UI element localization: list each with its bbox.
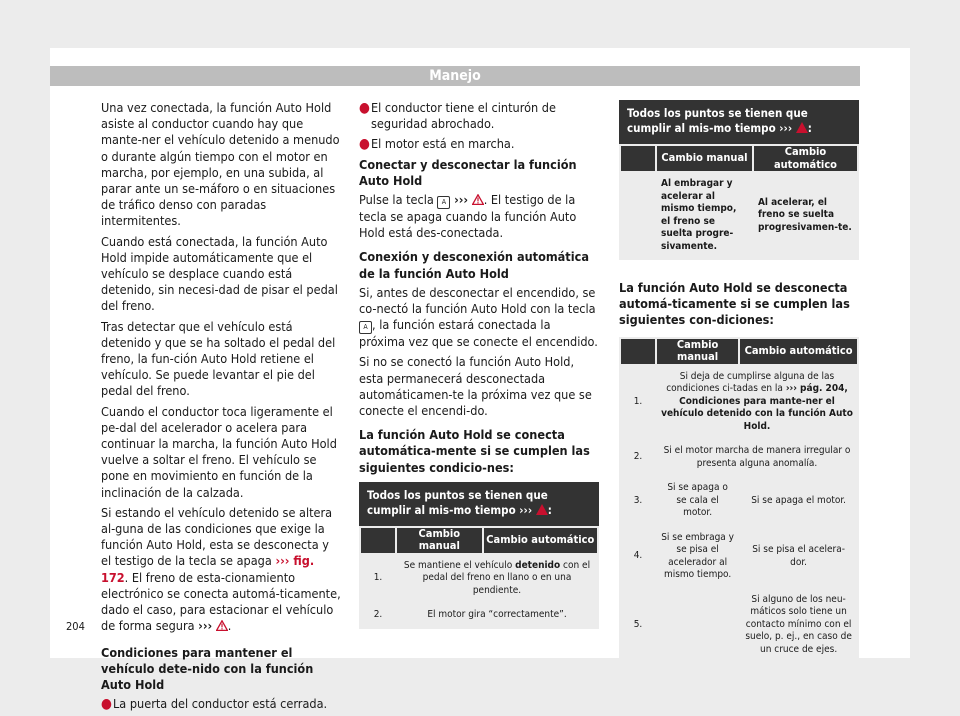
auto-hold-key-icon: A	[437, 196, 450, 209]
bullet-icon: ●	[101, 696, 112, 713]
table	[619, 337, 859, 664]
table-row: Al embragar y acelerar al mismo tiempo, el freno se suelta progre-sivamente. Al acelerar, el freno se suelta progresivamen-te.	[621, 173, 857, 258]
paragraph: Una vez conectada, la función Auto Hold asiste al conductor cuando hay que mante-ner el vehículo detenido a menudo o durante algún tiempo con el motor en marcha, por ejemplo, en una subida, al parar ante un se-máforo o en situaciones de tráfico denso con paradas intermitentes.	[101, 100, 340, 229]
bullet-icon: ●	[359, 100, 370, 116]
page-number: 204	[66, 620, 85, 633]
list-item: ● El conductor tiene el cinturón de seguridad abrochado.	[359, 100, 556, 132]
figure-link[interactable]: ››› fig. 172	[101, 553, 315, 585]
paragraph: Si estando el vehículo detenido se altera al-guna de las condiciones que exige la función Auto Hold, esta se desconecta y el testigo de la tecla se apaga ››› fig. 172. El freno de esta-cionamiento electrónico se conecta automá-ticamente, dado el caso, para estacionar el vehículo de forma segura ››› .	[101, 504, 341, 634]
warning-link-arrow[interactable]: ›››	[779, 121, 793, 135]
conditions-table	[359, 482, 599, 629]
list-item: ● La puerta del conductor está cerrada.	[101, 696, 328, 713]
table-row: 1. Si deja de cumplirse alguna de las condiciones ci-tadas en la ››› pág. 204, Condiciones para mante-ner el vehículo detenido con la función Auto Hold.	[621, 366, 857, 439]
column-2	[359, 100, 599, 629]
release-table	[619, 100, 859, 260]
paragraph: Cuando el conductor toca ligeramente el pe-dal del acelerador o acelera para continuar la marcha, la función Auto Hold vuelve a soltar el freno. El vehículo se pone en movimiento en función de la inclinación de la calzada.	[101, 403, 337, 500]
section-heading: La función Auto Hold se conecta automática-mente si se cumplen las siguientes condicio-nes:	[359, 427, 590, 475]
paragraph: Pulse la tecla A ››› . El testigo de la tecla se apaga cuando la función Auto Hold está des-conectada.	[359, 192, 577, 241]
list-item: ● El motor está en marcha.	[359, 136, 515, 153]
table	[359, 526, 599, 629]
warning-triangle-icon	[216, 620, 228, 631]
text: . El freno de esta-cionamiento electrónico se conecta automá-ticamente, dado el caso, para estacionar el vehículo de forma segura	[101, 569, 341, 634]
section-heading: Conectar y desconectar la función Auto Hold	[359, 156, 577, 188]
table-header: Cambio manual	[657, 146, 752, 171]
page-header: Manejo	[50, 66, 860, 86]
section-heading: La función Auto Hold se desconecta automá-ticamente si se cumplen las siguientes con-diciones:	[619, 280, 850, 328]
warning-link-arrow[interactable]: ›››	[198, 618, 213, 634]
section-heading: Condiciones para mantener el vehículo dete-nido con la función Auto Hold	[101, 644, 314, 692]
warning-triangle-icon	[472, 194, 484, 205]
table-header-blank	[621, 339, 655, 364]
table-header-blank	[621, 146, 655, 171]
table-header: Cambio automático	[484, 528, 597, 553]
table-row: 2. Si el motor marcha de manera irregular o presenta alguna anomalía.	[621, 440, 857, 475]
table-title: Todos los puntos se tienen que cumplir al mis-mo tiempo ››› :	[359, 482, 599, 526]
table-header: Cambio automático	[740, 339, 857, 364]
table-header: Cambio manual	[397, 528, 482, 553]
table-title: Todos los puntos se tienen que cumplir al mis-mo tiempo ››› :	[619, 100, 859, 144]
paragraph: Cuando está conectada, la función Auto Hold impide automáticamente que el vehículo se desplace cuando está detenido, sin necesi-dad de pisar el pedal del freno.	[101, 233, 338, 314]
table-header-blank	[361, 528, 395, 553]
text: Si estando el vehículo detenido se altera al-guna de las condiciones que exige la función Auto Hold, esta se desconecta y el testigo de la tecla se apaga	[101, 504, 333, 569]
table	[619, 144, 859, 260]
table-row: 1. Se mantiene el vehículo detenido con el pedal del freno en llano o en una pendiente.	[361, 555, 597, 603]
section-heading: Conexión y desconexión automática de la función Auto Hold	[359, 249, 589, 281]
column-3	[619, 100, 859, 663]
table-row: 4. Si se embraga y se pisa el acelerador al mismo tiempo. Si se pisa el acelera-dor.	[621, 527, 857, 587]
table-row: 3. Si se apaga o se cala el motor. Si se apaga el motor.	[621, 477, 857, 525]
warning-triangle-icon	[536, 504, 548, 515]
table-header: Cambio manual	[657, 339, 738, 364]
warning-link-arrow[interactable]: ›››	[519, 502, 533, 517]
auto-hold-key-icon: A	[359, 321, 372, 334]
page-link[interactable]: ››› pág. 204, Condiciones para mante-ner el vehículo detenido con la función Auto Hold.	[661, 383, 853, 432]
disconnect-table	[619, 337, 859, 664]
warning-triangle-icon	[796, 122, 808, 133]
bullet-icon: ●	[359, 136, 370, 153]
table-row: 2. El motor gira “correctamente”.	[361, 604, 597, 627]
column-1	[101, 100, 341, 716]
warning-link-arrow[interactable]: ›››	[454, 192, 469, 208]
paragraph: Si no se conectó la función Auto Hold, esta permanecerá desconectada automáticamen-te la próxima vez que se conecte el encendi-do.	[359, 354, 592, 419]
table-header: Cambio automático	[754, 146, 857, 171]
paragraph: Si, antes de desconectar el encendido, se co-nectó la función Auto Hold con la tecla A , la función estará conectada la próxima vez que se conecte el encendido.	[359, 284, 598, 350]
table-row: 5. Si alguno de los neu-máticos solo tiene un contacto mínimo con el suelo, p. ej., en caso de un cruce de ejes.	[621, 589, 857, 662]
paragraph: Tras detectar que el vehículo está detenido y que se ha soltado el pedal del freno, la fun-ción Auto Hold retiene el vehículo. Se puede levantar el pie del pedal del freno.	[101, 318, 336, 399]
